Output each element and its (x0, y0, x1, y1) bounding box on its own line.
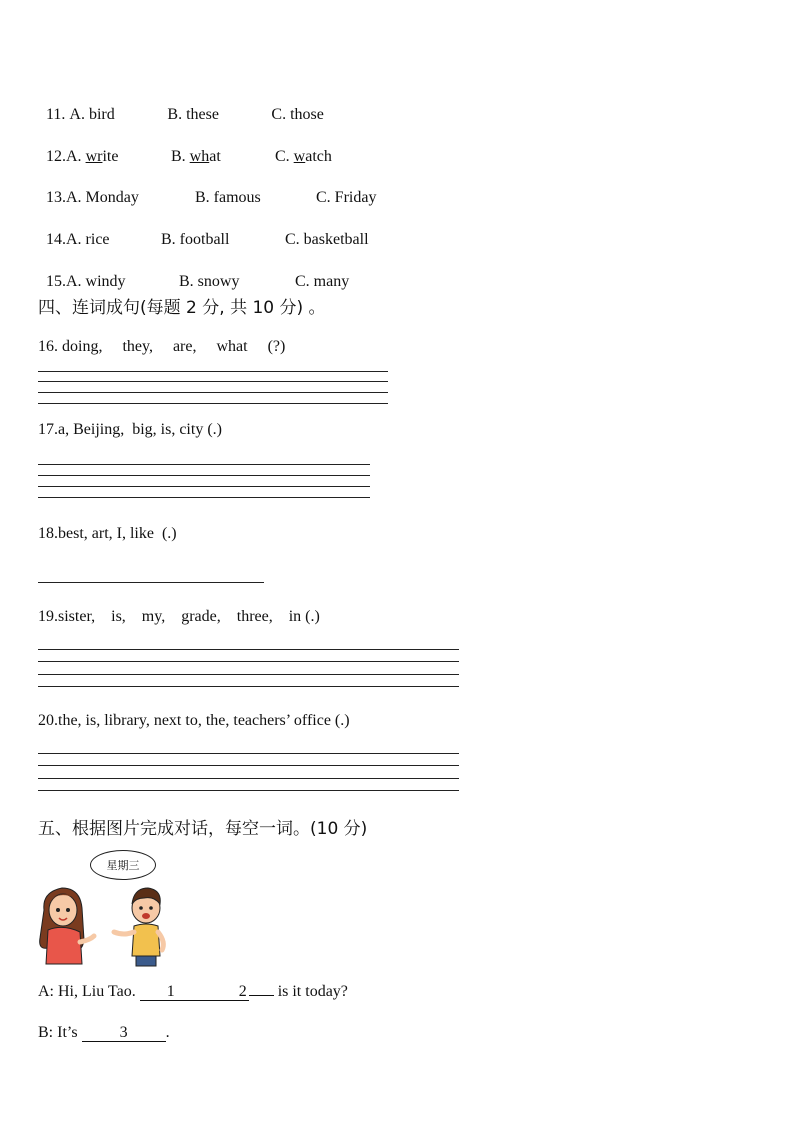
boy-figure (114, 888, 163, 966)
answer-line[interactable] (38, 778, 459, 779)
option-c: C. those (271, 106, 324, 123)
question-number: 14 (46, 231, 62, 248)
answer-line[interactable] (38, 497, 370, 498)
answer-line[interactable] (38, 753, 459, 754)
answer-line[interactable] (38, 790, 459, 791)
option-b: B. snowy (179, 273, 240, 290)
blank-2[interactable]: 2 (177, 984, 249, 1001)
option-b: B. football (161, 231, 230, 248)
answer-line[interactable] (38, 649, 459, 650)
girl-figure (40, 888, 94, 964)
option-c: C. watch (275, 148, 332, 165)
answer-line[interactable] (38, 464, 370, 465)
option-b: B. famous (195, 189, 261, 206)
blank-3[interactable]: 3 (82, 1025, 166, 1042)
question-number: 11 (46, 106, 62, 123)
answer-line[interactable] (38, 674, 459, 675)
answer-line[interactable] (38, 475, 370, 476)
section-5-heading: 五、根据图片完成对话，每空一词。(10 分) (38, 819, 368, 839)
answer-line[interactable] (38, 392, 388, 393)
question-12: 12.A. write B. what C. watch (46, 148, 332, 165)
answer-line[interactable] (38, 661, 459, 662)
option-b: B. these (167, 106, 219, 123)
option-a: A. bird (69, 106, 115, 123)
option-a: A. rice (66, 231, 110, 248)
answer-line[interactable] (38, 686, 459, 687)
blank-2-tail[interactable] (249, 995, 274, 996)
sentence-item-19: 19.sister, is, my, grade, three, in (.) (38, 608, 320, 625)
option-b: B. what (171, 148, 221, 165)
answer-line[interactable] (38, 582, 264, 583)
dialogue-line-a: A: Hi, Liu Tao. 1 2 is it today? (38, 983, 348, 1000)
answer-line[interactable] (38, 371, 388, 372)
option-a: A. windy (66, 273, 126, 290)
dialogue-line-b: B: It’s 3 . (38, 1024, 170, 1041)
question-14: 14.A. rice B. football C. basketball (46, 231, 369, 248)
question-11: 11. A. bird B. these C. those (46, 106, 324, 123)
answer-line[interactable] (38, 403, 388, 404)
question-15: 15.A. windy B. snowy C. many (46, 273, 350, 290)
question-number: 15 (46, 273, 62, 290)
sentence-item-20: 20.the, is, library, next to, the, teachers’ office (.) (38, 712, 350, 729)
option-a: A. write (66, 148, 119, 165)
sentence-item-17: 17.a, Beijing, big, is, city (.) (38, 421, 222, 438)
answer-line[interactable] (38, 381, 388, 382)
option-c: C. basketball (285, 231, 369, 248)
children-illustration (36, 880, 176, 972)
answer-line[interactable] (38, 765, 459, 766)
option-a: A. Monday (66, 189, 139, 206)
sentence-item-18: 18.best, art, I, like (.) (38, 525, 177, 542)
question-number: 13 (46, 189, 62, 206)
option-c: C. many (295, 273, 350, 290)
speech-bubble: 星期三 (90, 850, 156, 880)
answer-line[interactable] (38, 486, 370, 487)
question-13: 13.A. Monday B. famous C. Friday (46, 189, 377, 206)
sentence-item-16: 16. doing, they, are, what (?) (38, 338, 286, 355)
option-c: C. Friday (316, 189, 377, 206)
question-number: 12 (46, 148, 62, 165)
section-4-heading: 四、连词成句(每题 2 分, 共 10 分) 。 (38, 298, 326, 318)
blank-1[interactable]: 1 (140, 984, 177, 1001)
